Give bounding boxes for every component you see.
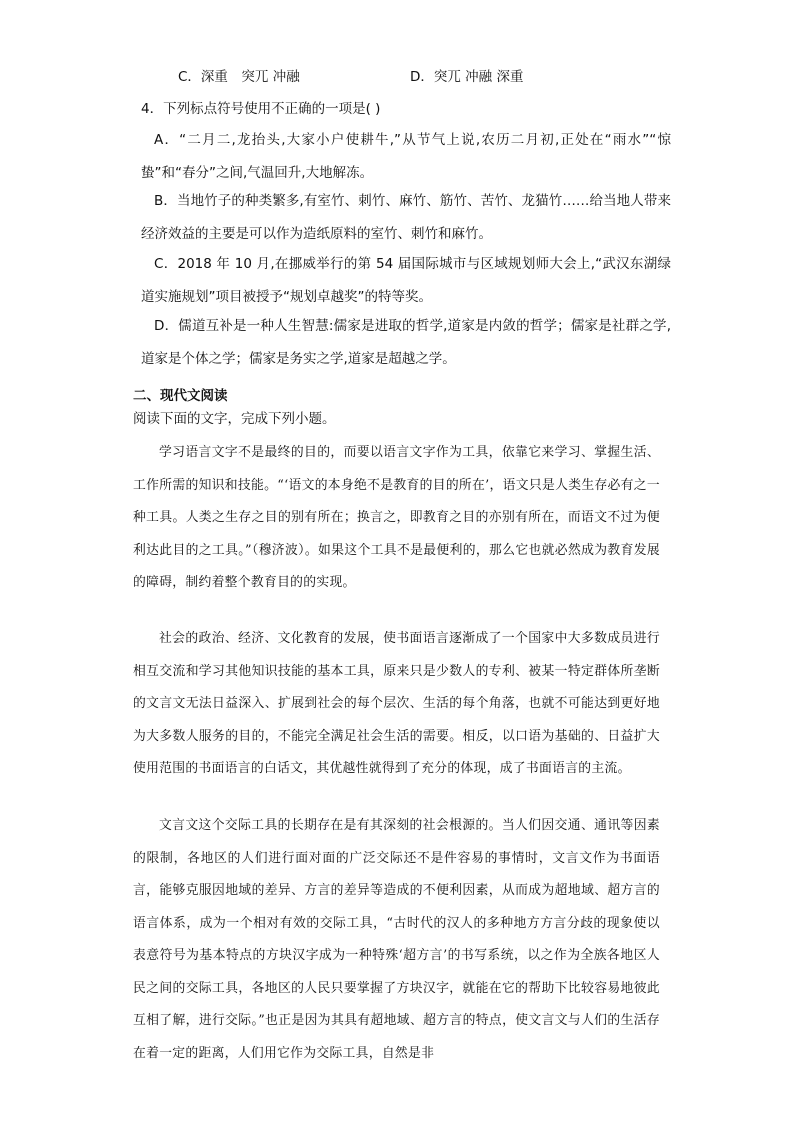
choice-d: D．儒道互补是一种人生智慧:儒家是进取的哲学,道家是内敛的哲学；儒家是社群之学,道家是个体之学；儒家是务实之学,道家是超越之学。 [141, 318, 671, 367]
choice-c: C．2018 年 10 月,在挪威举行的第 54 届国际城市与区域规划师大会上,“武汉东湖绿道实施规划”项目被授予“规划卓越奖”的特等奖。 [141, 256, 671, 305]
passage-paragraph-3: 文言文这个交际工具的长期存在是有其深刻的社会根源的。当人们因交通、通讯等因素的限制，各地区的人们进行面对面的广泛交际还不是件容易的事情时，文言文作为书面语言，能够克服因地域的差异、方言的差异等造成的不便利因素，从而成为超地域、超方言的语言体系，成为一个相对有效的交际工具，“古时代的汉人的多种地方方言分歧的现象使以表意符号为基本特点的方块汉字成为一种特殊‘超方言’的书写系统，以之作为全族各地区人民之间的交际工具，各地区的人民只要掌握了方块汉字，就能在它的帮助下比较容易地彼此互相了解，进行交际。”也正是因为其具有超地域、超方言的特点，使文言文与人们的生活存在着一定的距离，人们用它作为交际工具，自然是非 [133, 818, 660, 1061]
passage-paragraph-1: 学习语言文字不是最终的目的，而要以语言文字作为工具，依靠它来学习、掌握生活、工作所需的知识和技能。“‘语文的本身绝不是教育的目的所在’，语文只是人类生存必有之一种工具。人类之生存之目的别有所在；换言之，即教育之目的亦别有所在，而语文不过为便利达此目的之工具。”（穆济波）。如果这个工具不是最便利的，那么它也就必然成为教育发展的障碍，制约着整个教育目的的实现。 [133, 445, 660, 590]
section-heading: 二、现代文阅读 [133, 388, 228, 404]
passage-paragraph-2: 社会的政治、经济、文化教育的发展，使书面语言逐渐成了一个国家中大多数成员进行相互交流和学习其他知识技能的基本工具，原来只是少数人的专利、被某一特定群体所垄断的文言文无法日益深入、扩展到社会的每个层次、生活的每个角落，也就不可能达到更好地为大多数人服务的目的，不能完全满足社会生活的需要。相反，以口语为基础的、日益扩大使用范围的书面语言的白话文，其优越性就得到了充分的体现，成了书面语言的主流。 [133, 631, 660, 776]
option-c: C．深重 突兀 冲融 [178, 69, 300, 85]
option-d: D．突兀 冲融 深重 [410, 69, 524, 85]
choice-a: A．“二月二,龙抬头,大家小户使耕牛,”从节气上说,农历二月初,正处在“雨水”“惊蛰”和“春分”之间,气温回升,大地解冻。 [141, 132, 671, 181]
section-instruction: 阅读下面的文字，完成下列小题。 [133, 411, 336, 427]
question3-options-row [178, 66, 738, 88]
question4-stem: 4．下列标点符号使用不正确的一项是( ) [141, 101, 381, 117]
choice-b: B．当地竹子的种类繁多,有室竹、刺竹、麻竹、筋竹、苦竹、龙猫竹……给当地人带来经济效益的主要是可以作为造纸原料的室竹、刺竹和麻竹。 [141, 193, 671, 242]
